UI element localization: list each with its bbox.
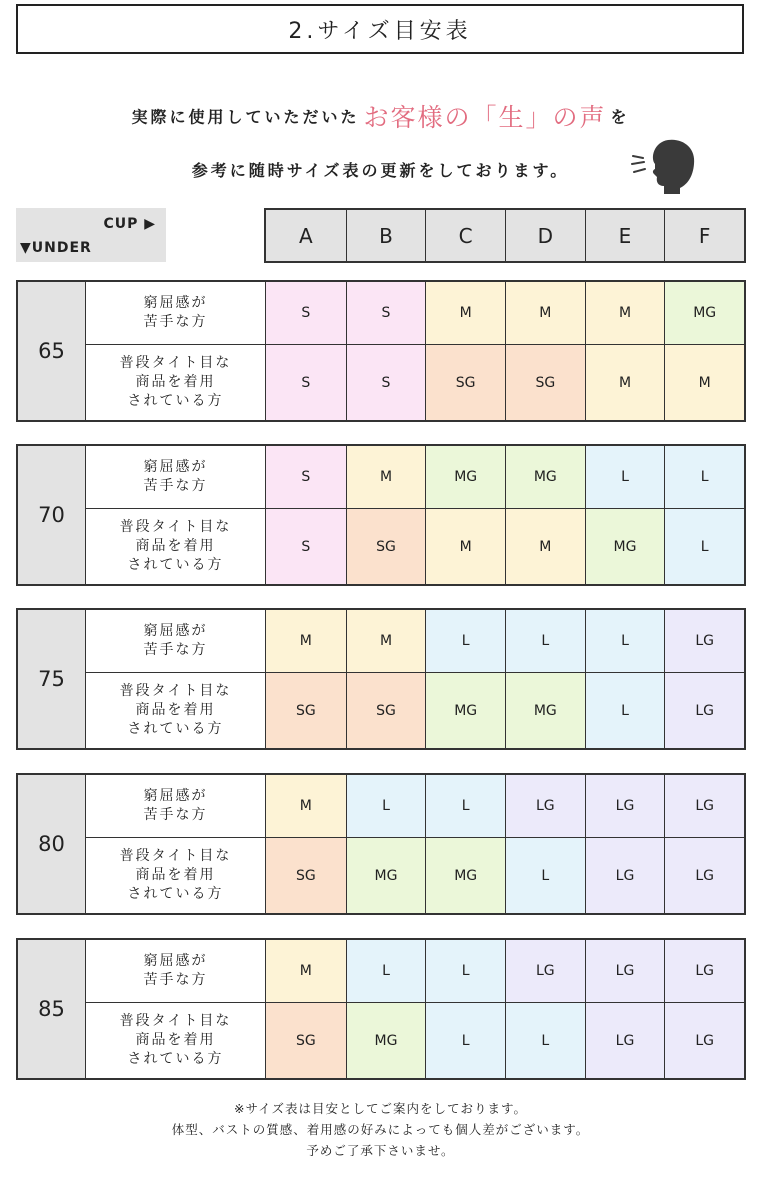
size-cell-d: SG [505, 344, 585, 420]
row-label-tight-dislike: 窮屈感が 苦手な方 [86, 446, 266, 508]
size-cell-e: M [585, 344, 665, 420]
cup-header-c: C [425, 210, 505, 261]
size-cell-d: LG [505, 940, 585, 1002]
size-cell-e: L [585, 610, 665, 672]
size-cell-b: S [346, 282, 426, 344]
size-cell-f: LG [664, 775, 744, 837]
size-cell-d: MG [505, 446, 585, 508]
size-cell-a: S [266, 446, 346, 508]
cup-header-d: D [505, 210, 585, 261]
under-size-label: 80 [18, 775, 86, 913]
cup-header-f: F [664, 210, 744, 261]
size-cell-c: MG [425, 446, 505, 508]
size-cell-d: LG [505, 775, 585, 837]
size-cell-d: L [505, 837, 585, 913]
size-cell-a: SG [266, 672, 346, 748]
axis-legend [16, 208, 166, 262]
cup-axis-label: CUP ▶ [103, 216, 156, 232]
intro-accent-text: お客様の「生」の声 [363, 103, 607, 132]
under-axis-label: ▼UNDER [20, 240, 92, 256]
size-cell-d: MG [505, 672, 585, 748]
size-cell-f: LG [664, 837, 744, 913]
under-size-label: 70 [18, 446, 86, 584]
page-title: 2.サイズ目安表 [16, 4, 744, 54]
row-label-tight-usual: 普段タイト目な 商品を着用 されている方 [86, 344, 266, 420]
size-cell-c: SG [425, 344, 505, 420]
size-cell-e: L [585, 446, 665, 508]
intro-line-2: 参考に随時サイズ表の更新をしております。 [191, 161, 570, 180]
size-cell-f: LG [664, 1002, 744, 1078]
size-group-85 [16, 938, 746, 1080]
size-cell-b: L [346, 775, 426, 837]
size-cell-e: LG [585, 1002, 665, 1078]
size-cell-c: L [425, 610, 505, 672]
footnote-line: 体型、バストの質感、着用感の好みによっても個人差がございます。 [171, 1122, 590, 1137]
size-cell-c: MG [425, 672, 505, 748]
row-label-tight-usual: 普段タイト目な 商品を着用 されている方 [86, 1002, 266, 1078]
size-cell-b: SG [346, 508, 426, 584]
row-label-tight-dislike: 窮屈感が 苦手な方 [86, 282, 266, 344]
size-group-70 [16, 444, 746, 586]
size-cell-f: LG [664, 610, 744, 672]
size-cell-a: S [266, 282, 346, 344]
size-group-80 [16, 773, 746, 915]
footnote-line: 予めご了承下さいませ。 [306, 1143, 455, 1158]
size-cell-d: L [505, 1002, 585, 1078]
size-cell-f: MG [664, 282, 744, 344]
size-cell-e: MG [585, 508, 665, 584]
size-cell-c: M [425, 508, 505, 584]
row-label-tight-dislike: 窮屈感が 苦手な方 [86, 940, 266, 1002]
size-cell-d: M [505, 508, 585, 584]
size-cell-b: S [346, 344, 426, 420]
row-label-tight-usual: 普段タイト目な 商品を着用 されている方 [86, 508, 266, 584]
size-cell-e: LG [585, 940, 665, 1002]
size-cell-f: L [664, 508, 744, 584]
size-cell-b: L [346, 940, 426, 1002]
size-cell-f: M [664, 344, 744, 420]
size-cell-d: M [505, 282, 585, 344]
row-label-tight-dislike: 窮屈感が 苦手な方 [86, 610, 266, 672]
size-cell-e: LG [585, 837, 665, 913]
size-cell-e: M [585, 282, 665, 344]
size-cell-a: SG [266, 837, 346, 913]
size-cell-c: L [425, 775, 505, 837]
size-cell-c: L [425, 940, 505, 1002]
size-cell-a: M [266, 940, 346, 1002]
intro-line-1 [0, 98, 761, 134]
cup-header-row [264, 208, 746, 263]
size-cell-b: M [346, 446, 426, 508]
size-group-75 [16, 608, 746, 750]
speaking-head-icon [628, 136, 698, 196]
size-cell-c: MG [425, 837, 505, 913]
under-size-label: 85 [18, 940, 86, 1078]
size-cell-b: M [346, 610, 426, 672]
intro-line-1-after: を [610, 107, 630, 127]
footnote-line: ※サイズ表は目安としてご案内をしております。 [234, 1101, 527, 1116]
under-size-label: 75 [18, 610, 86, 748]
size-cell-f: L [664, 446, 744, 508]
size-cell-a: S [266, 508, 346, 584]
cup-header-e: E [585, 210, 665, 261]
size-cell-e: LG [585, 775, 665, 837]
size-cell-b: MG [346, 837, 426, 913]
size-cell-a: M [266, 775, 346, 837]
size-cell-b: SG [346, 672, 426, 748]
size-cell-f: LG [664, 940, 744, 1002]
size-group-65 [16, 280, 746, 422]
size-cell-a: M [266, 610, 346, 672]
size-cell-c: M [425, 282, 505, 344]
size-cell-c: L [425, 1002, 505, 1078]
size-cell-d: L [505, 610, 585, 672]
cup-header-a: A [298, 223, 313, 248]
size-cell-a: SG [266, 1002, 346, 1078]
size-cell-f: LG [664, 672, 744, 748]
size-cell-b: MG [346, 1002, 426, 1078]
row-label-tight-dislike: 窮屈感が 苦手な方 [86, 775, 266, 837]
cup-header-b: B [346, 210, 426, 261]
footnotes [0, 1098, 761, 1161]
size-cell-e: L [585, 672, 665, 748]
size-cell-a: S [266, 344, 346, 420]
row-label-tight-usual: 普段タイト目な 商品を着用 されている方 [86, 837, 266, 913]
row-label-tight-usual: 普段タイト目な 商品を着用 されている方 [86, 672, 266, 748]
intro-line-1-before: 実際に使用していただいた [131, 107, 360, 127]
under-size-label: 65 [18, 282, 86, 420]
